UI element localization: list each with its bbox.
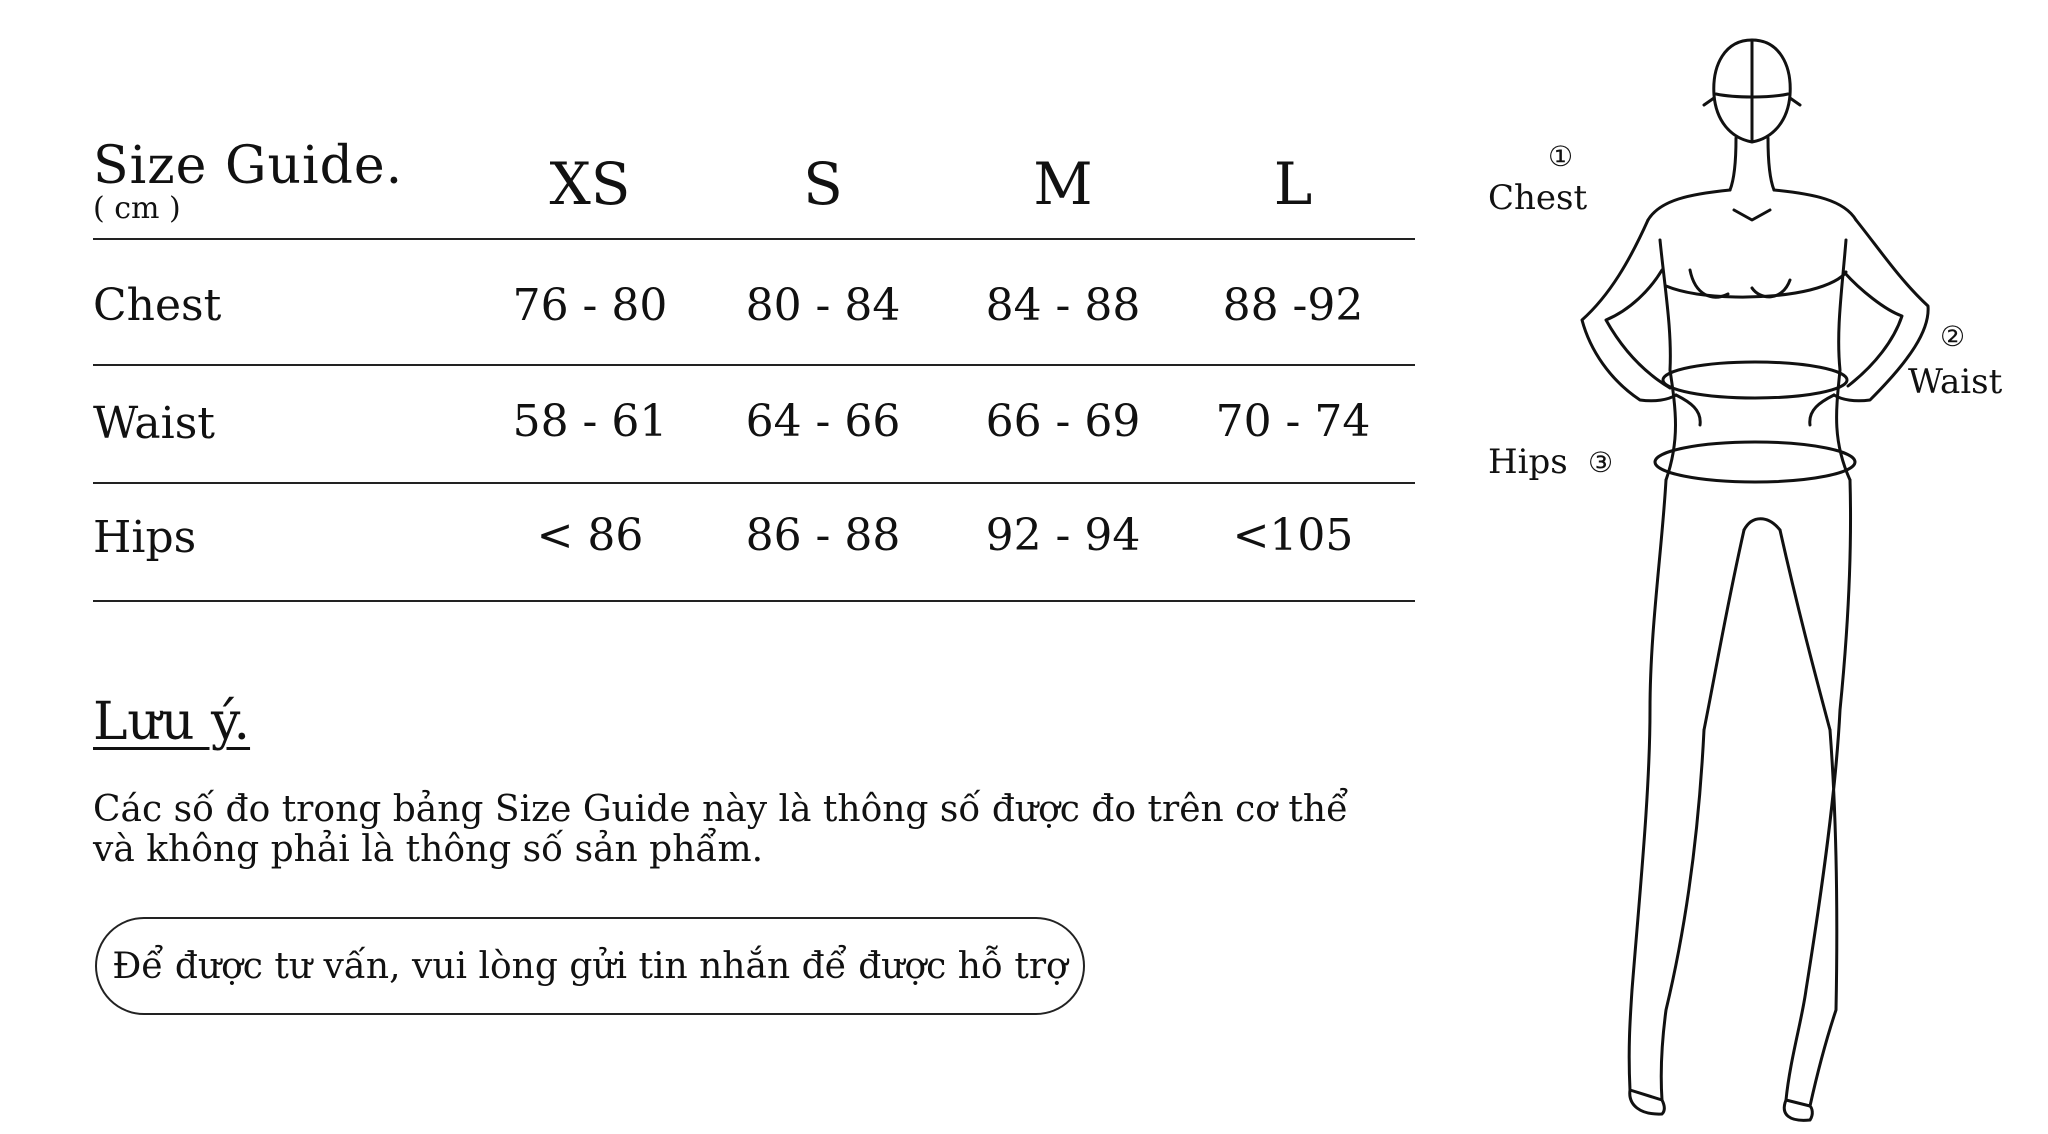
table-cell: 80 - 84 bbox=[745, 280, 901, 331]
note-title: Lưu ý. bbox=[93, 692, 251, 752]
table-cell: 92 - 94 bbox=[985, 510, 1141, 561]
table-cell: 84 - 88 bbox=[985, 280, 1141, 331]
table-cell: 88 -92 bbox=[1222, 280, 1364, 331]
note-line: và không phải là thông số sản phẩm. bbox=[93, 829, 764, 870]
row-label-hips: Hips bbox=[93, 512, 197, 563]
table-cell: 66 - 69 bbox=[985, 396, 1141, 447]
table-cell: < 86 bbox=[536, 510, 644, 561]
table-divider bbox=[93, 482, 1415, 484]
waist-marker: ② bbox=[1940, 320, 1966, 353]
table-cell: 70 - 74 bbox=[1215, 396, 1371, 447]
size-guide-heading bbox=[93, 136, 404, 226]
row-label-waist: Waist bbox=[93, 398, 215, 449]
hips-marker: ③ bbox=[1588, 446, 1614, 479]
size-guide-title: Size Guide. bbox=[93, 136, 404, 196]
table-cell: 86 - 88 bbox=[745, 510, 901, 561]
table-cell: <105 bbox=[1232, 510, 1354, 561]
note-line: Các số đo trong bảng Size Guide này là thông số được đo trên cơ thể bbox=[93, 789, 1349, 830]
table-divider bbox=[93, 600, 1415, 602]
size-header-m: M bbox=[1033, 150, 1093, 218]
figure-label-waist: Waist bbox=[1908, 362, 2003, 402]
unit-label: ( cm ) bbox=[93, 191, 181, 226]
row-label-chest: Chest bbox=[93, 280, 222, 331]
size-header-xs: XS bbox=[549, 150, 631, 218]
table-cell: 58 - 61 bbox=[512, 396, 668, 447]
note-text bbox=[93, 790, 1353, 870]
table-cell: 76 - 80 bbox=[512, 280, 668, 331]
figure-label-hips: Hips bbox=[1488, 442, 1568, 482]
size-header-s: S bbox=[803, 150, 843, 218]
chest-marker: ① bbox=[1548, 140, 1574, 173]
figure-label-chest: Chest bbox=[1488, 178, 1588, 218]
body-measurement-figure bbox=[1490, 10, 2048, 1130]
table-divider bbox=[93, 364, 1415, 366]
contact-support-button[interactable]: Để được tư vấn, vui lòng gửi tin nhắn để được hỗ trợ bbox=[95, 917, 1085, 1015]
table-divider bbox=[93, 238, 1415, 240]
size-header-l: L bbox=[1273, 150, 1313, 218]
table-cell: 64 - 66 bbox=[745, 396, 901, 447]
